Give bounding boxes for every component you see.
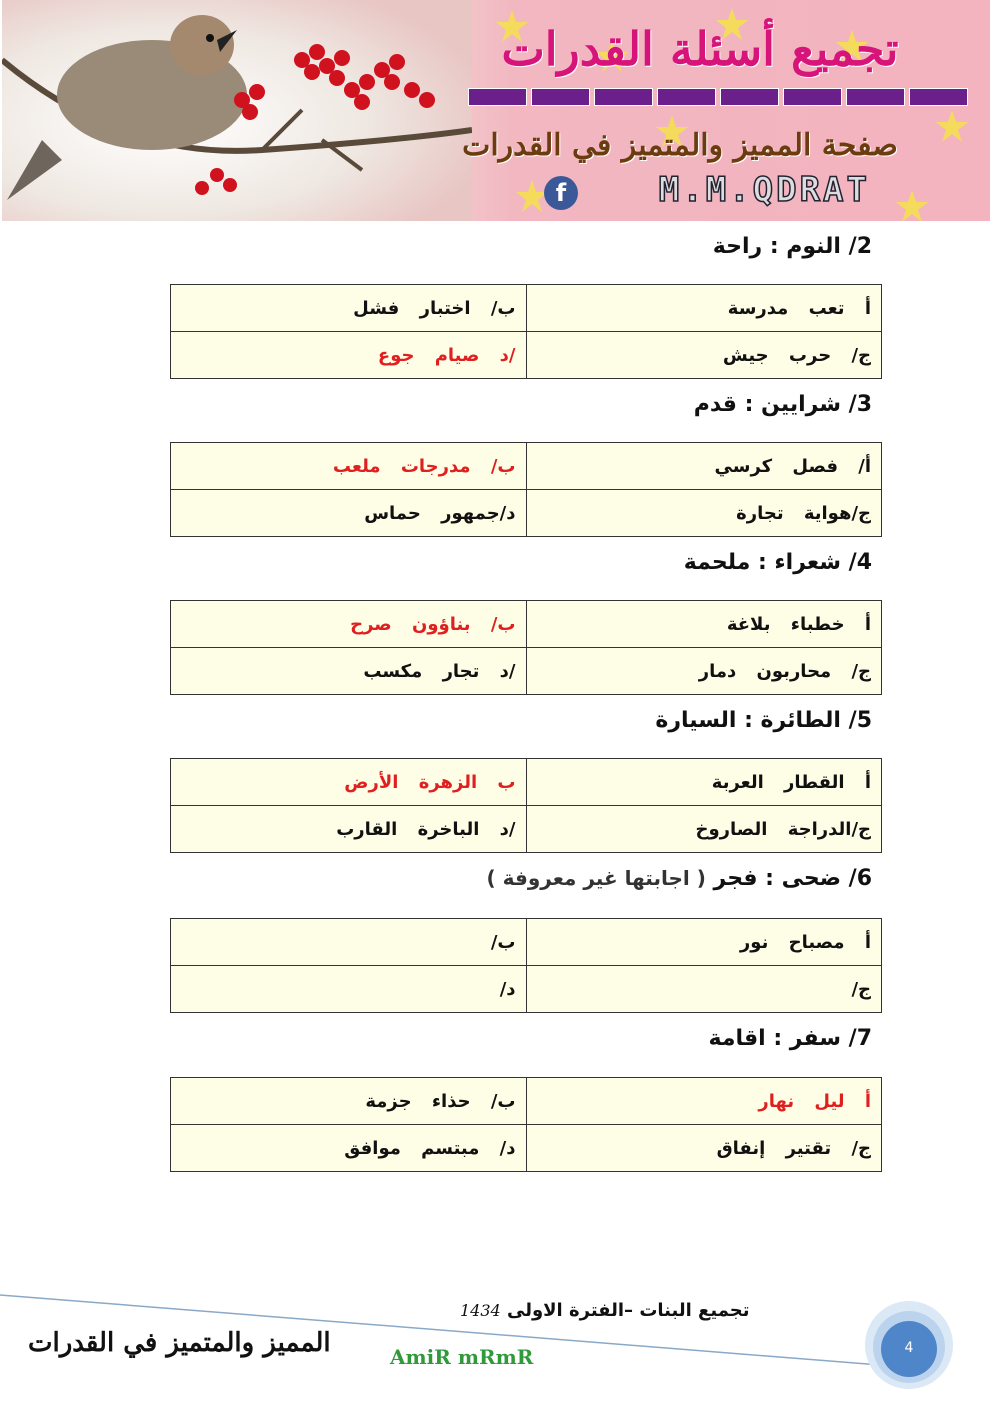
- question-2-options: [170, 284, 882, 379]
- question-prompt: الطائرة : السيارة: [655, 708, 841, 733]
- option-c[interactable]: ج/ محاربون دمار: [526, 648, 882, 695]
- option-d[interactable]: /د تجار مكسب: [171, 648, 527, 695]
- footer-collection: [460, 1300, 750, 1321]
- option-d-correct[interactable]: /د صيام جوع: [171, 332, 527, 379]
- question-2-heading: [713, 234, 872, 259]
- footer-brand: المميز والمتميز في القدرات: [28, 1328, 331, 1358]
- question-prompt: النوم : راحة: [712, 234, 841, 259]
- option-b-correct[interactable]: ب/ بناؤون صرح: [171, 601, 527, 648]
- footer-year: 1434: [460, 1301, 501, 1320]
- option-a[interactable]: أ/ فصل كرسي: [526, 443, 882, 490]
- question-4-heading: [684, 550, 872, 575]
- question-prompt: شرايين : قدم: [693, 392, 841, 417]
- option-b[interactable]: ب/ حذاء جزمة: [171, 1078, 527, 1125]
- question-3-options: [170, 442, 882, 537]
- bird-berries-image: [2, 0, 472, 221]
- option-a[interactable]: أ مصباح نور: [526, 919, 882, 966]
- option-c[interactable]: ج/ تقتير إنفاق: [526, 1125, 882, 1172]
- option-c[interactable]: ج/هواية تجارة: [526, 490, 882, 537]
- footer-collection-text: تجميع البنات –الفترة الاولى: [507, 1300, 750, 1321]
- option-c[interactable]: ج/الدراجة الصاروخ: [526, 806, 882, 853]
- option-c[interactable]: ج/ حرب جيش: [526, 332, 882, 379]
- question-note: ( اجابتها غير معروفة ): [486, 866, 706, 890]
- question-6-options: [170, 918, 882, 1013]
- question-5-options: [170, 758, 882, 853]
- banner-strip: [468, 88, 968, 106]
- question-7-heading: [709, 1026, 872, 1051]
- option-b[interactable]: ب/ اختبار فشل: [171, 285, 527, 332]
- question-7-options: [170, 1077, 882, 1172]
- question-number: 2/: [848, 234, 872, 259]
- question-number: 5/: [848, 708, 872, 733]
- question-number: 7/: [848, 1026, 872, 1051]
- page-number: 4: [904, 1340, 914, 1356]
- question-3-heading: [694, 392, 872, 417]
- question-number: 6/: [848, 866, 872, 891]
- question-prompt: ضحى : فجر: [713, 866, 841, 891]
- question-6-heading: [487, 866, 872, 891]
- question-number: 4/: [848, 550, 872, 575]
- option-d[interactable]: د/: [171, 966, 527, 1013]
- option-d[interactable]: د/ مبتسم موافق: [171, 1125, 527, 1172]
- option-a[interactable]: أ تعب مدرسة: [526, 285, 882, 332]
- option-b-correct[interactable]: ب/ مدرجات ملعب: [171, 443, 527, 490]
- banner-handle: M.M.QDRAT: [658, 170, 870, 210]
- facebook-icon: f: [544, 176, 578, 210]
- option-b-correct[interactable]: ب الزهرة الأرض: [171, 759, 527, 806]
- option-b[interactable]: ب/: [171, 919, 527, 966]
- question-number: 3/: [848, 392, 872, 417]
- option-d[interactable]: /د الباخرة القارب: [171, 806, 527, 853]
- option-a[interactable]: أ القطار العربة: [526, 759, 882, 806]
- question-prompt: سفر : اقامة: [708, 1026, 841, 1051]
- question-prompt: شعراء : ملحمة: [683, 550, 841, 575]
- footer-author: AmiR mRmR: [390, 1345, 534, 1369]
- option-c[interactable]: ج/: [526, 966, 882, 1013]
- option-a-correct[interactable]: أ ليل نهار: [526, 1078, 882, 1125]
- header-banner: [2, 0, 990, 221]
- option-a[interactable]: أ خطباء بلاغة: [526, 601, 882, 648]
- banner-title: تجميع أسئلة القدرات: [501, 22, 899, 76]
- question-4-options: [170, 600, 882, 695]
- banner-subtitle: صفحة المميز والمتميز في القدرات: [462, 128, 898, 163]
- option-d[interactable]: د/جمهور حماس: [171, 490, 527, 537]
- question-5-heading: [655, 708, 872, 733]
